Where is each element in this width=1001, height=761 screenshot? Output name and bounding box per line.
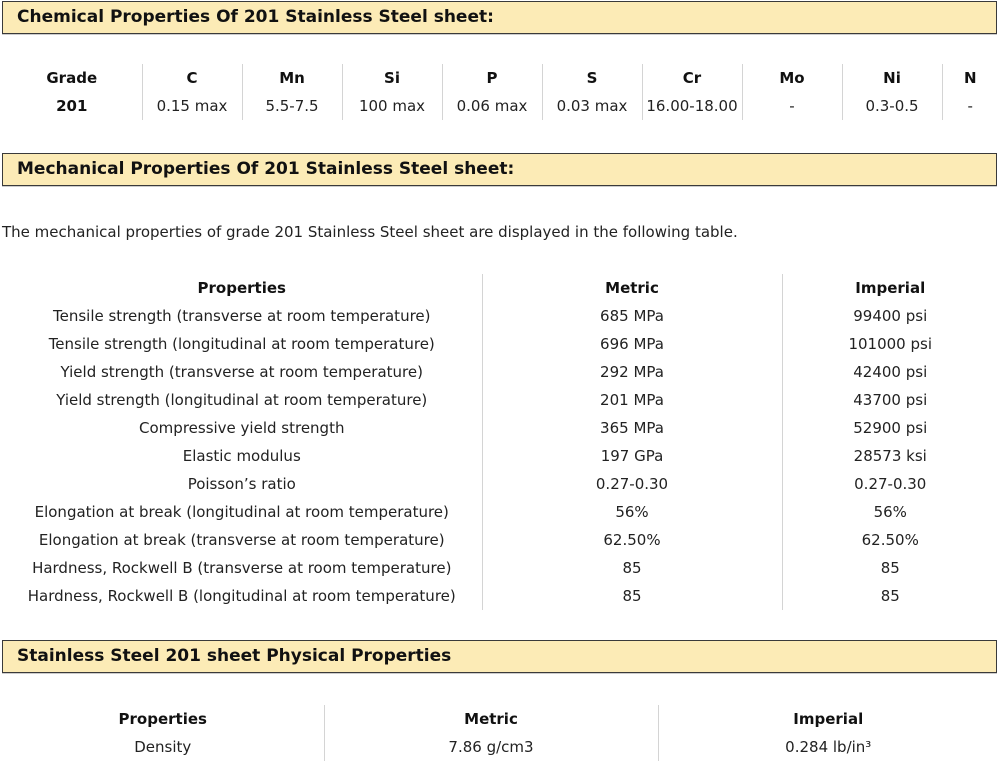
table-header-row [2, 64, 998, 92]
table-cell: Tensile strength (transverse at room temperature) [53, 307, 431, 325]
column-header: P [442, 64, 542, 92]
table-row [2, 92, 998, 120]
table-cell: 62.50% [482, 526, 782, 554]
table-row [2, 526, 998, 554]
mechanical-intro-text: The mechanical properties of grade 201 Stainless Steel sheet are displayed in the following table. [2, 223, 738, 241]
mechanical-properties-title: Mechanical Properties Of 201 Stainless Steel sheet: [17, 159, 515, 179]
table-cell: 0.06 max [442, 92, 542, 120]
column-header: Cr [642, 64, 742, 92]
table-cell: - [942, 92, 998, 120]
mechanical-properties-heading [2, 153, 997, 186]
chemical-properties-table [2, 64, 998, 120]
table-header-row [2, 705, 998, 733]
table-cell: 201 MPa [482, 386, 782, 414]
table-cell: 43700 psi [782, 386, 998, 414]
table-cell: 696 MPa [482, 330, 782, 358]
table-cell: Yield strength (transverse at room temperature) [60, 363, 423, 381]
table-cell: Tensile strength (longitudinal at room temperature) [48, 335, 435, 353]
table-cell: 365 MPa [482, 414, 782, 442]
table-cell: 85 [482, 582, 782, 610]
table-cell: - [742, 92, 842, 120]
column-header: Mn [242, 64, 342, 92]
table-cell: 101000 psi [782, 330, 998, 358]
column-header: Metric [482, 274, 782, 302]
table-cell: 292 MPa [482, 358, 782, 386]
column-header: Imperial [782, 274, 998, 302]
column-header: Ni [842, 64, 942, 92]
table-cell: 100 max [342, 92, 442, 120]
table-cell: 52900 psi [782, 414, 998, 442]
table-header-row [2, 274, 998, 302]
table-cell: Hardness, Rockwell B (longitudinal at room temperature) [27, 587, 456, 605]
table-cell: 85 [482, 554, 782, 582]
chemical-properties-title: Chemical Properties Of 201 Stainless Steel sheet: [17, 7, 494, 27]
column-header: Properties [118, 710, 207, 728]
table-cell: 56% [482, 498, 782, 526]
physical-properties-table [2, 705, 998, 761]
table-cell: Density [134, 738, 192, 756]
column-header: Imperial [658, 705, 998, 733]
mechanical-properties-table [2, 274, 998, 610]
table-row [2, 386, 998, 414]
table-cell: Elastic modulus [182, 447, 301, 465]
table-cell: Elongation at break (transverse at room temperature) [38, 531, 445, 549]
column-header: N [942, 64, 998, 92]
table-cell: Poisson’s ratio [187, 475, 296, 493]
table-cell: 7.86 g/cm3 [324, 733, 658, 761]
table-cell: 201 [56, 97, 88, 115]
table-cell: 62.50% [782, 526, 998, 554]
table-row [2, 330, 998, 358]
table-row [2, 442, 998, 470]
table-cell: 85 [782, 554, 998, 582]
table-cell: 0.27-0.30 [782, 470, 998, 498]
table-cell: 56% [782, 498, 998, 526]
table-cell: 28573 ksi [782, 442, 998, 470]
table-cell: 99400 psi [782, 302, 998, 330]
table-cell: 685 MPa [482, 302, 782, 330]
table-cell: 16.00-18.00 [642, 92, 742, 120]
column-header: Mo [742, 64, 842, 92]
table-cell: Yield strength (longitudinal at room temperature) [56, 391, 428, 409]
column-header: C [142, 64, 242, 92]
table-row [2, 582, 998, 610]
table-cell: Hardness, Rockwell B (transverse at room temperature) [32, 559, 452, 577]
column-header: Grade [46, 69, 98, 87]
table-cell: 197 GPa [482, 442, 782, 470]
column-header: Metric [324, 705, 658, 733]
table-cell: 5.5-7.5 [242, 92, 342, 120]
table-row [2, 302, 998, 330]
table-cell: Elongation at break (longitudinal at room temperature) [34, 503, 449, 521]
physical-properties-title: Stainless Steel 201 sheet Physical Properties [17, 646, 452, 666]
table-cell: 0.15 max [142, 92, 242, 120]
table-row [2, 498, 998, 526]
table-row [2, 414, 998, 442]
table-row [2, 554, 998, 582]
table-row [2, 733, 998, 761]
column-header: S [542, 64, 642, 92]
column-header: Properties [197, 279, 286, 297]
table-cell: 85 [782, 582, 998, 610]
table-row [2, 470, 998, 498]
table-cell: 0.284 lb/in³ [658, 733, 998, 761]
table-cell: 0.03 max [542, 92, 642, 120]
physical-properties-heading [2, 640, 997, 673]
table-cell: 0.27-0.30 [482, 470, 782, 498]
column-header: Si [342, 64, 442, 92]
chemical-properties-heading [2, 1, 997, 34]
table-row [2, 358, 998, 386]
table-cell: 42400 psi [782, 358, 998, 386]
table-cell: Compressive yield strength [139, 419, 345, 437]
table-cell: 0.3-0.5 [842, 92, 942, 120]
